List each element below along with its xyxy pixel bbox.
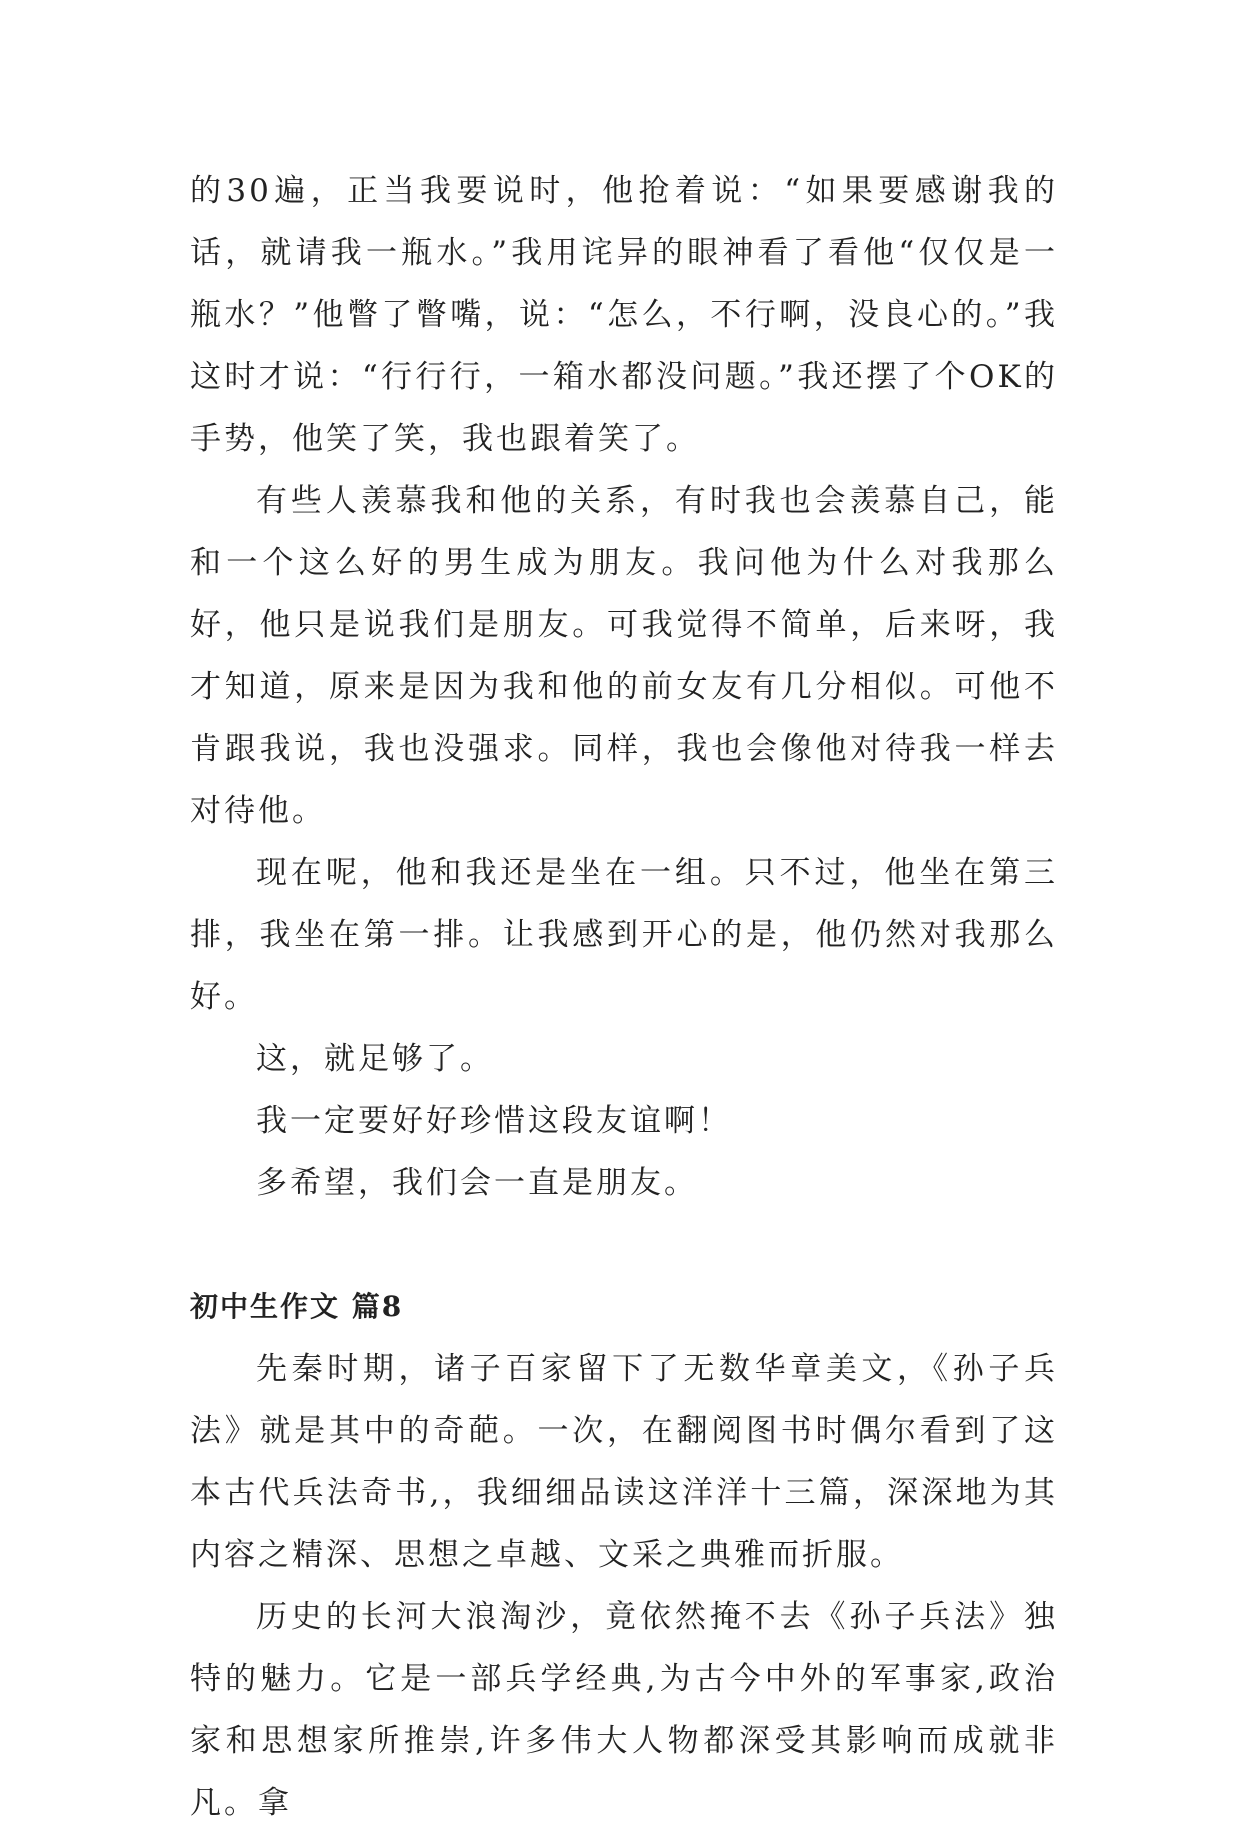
paragraph-hope: 多希望，我们会一直是朋友。	[256, 1165, 698, 1201]
paragraph-friendship-reason: 有些人羡慕我和他的关系，有时我也会羡慕自己，能和一个这么好的男生成为朋友。我问他为什么对我那么好，他只是说我们是朋友。可我觉得不简单，后来呀，我才知道，原来是因为我和他的前女友有几分相似。可他不肯跟我说，我也没强求。同样，我也会像他对待我一样去对待他。	[190, 483, 1058, 829]
section-heading: 初中生作文 篇8	[190, 1290, 404, 1323]
document-body	[190, 160, 1058, 1834]
paragraph-sunzi-history: 历史的长河大浪淘沙，竟依然掩不去《孙子兵法》独特的魅力。它是一部兵学经典,为古今中外的军事家,政治家和思想家所推崇,许多伟大人物都深受其影响而成就非凡。拿	[190, 1599, 1058, 1821]
paragraph-enough: 这，就足够了。	[256, 1041, 494, 1077]
paragraph-continuation: 的30遍，正当我要说时，他抢着说：“如果要感谢我的话，就请我一瓶水。”我用诧异的眼神看了看他“仅仅是一瓶水？”他瞥了瞥嘴，说：“怎么，不行啊，没良心的。”我这时才说：“行行行，一箱水都没问题。”我还摆了个OK的手势，他笑了笑，我也跟着笑了。	[190, 173, 1058, 457]
paragraph-cherish: 我一定要好好珍惜这段友谊啊！	[256, 1103, 732, 1139]
paragraph-sunzi-intro: 先秦时期，诸子百家留下了无数华章美文，《孙子兵法》就是其中的奇葩。一次，在翻阅图书时偶尔看到了这本古代兵法奇书,，我细细品读这洋洋十三篇，深深地为其内容之精深、思想之卓越、文采之典雅而折服。	[190, 1351, 1058, 1573]
paragraph-seating: 现在呢，他和我还是坐在一组。只不过，他坐在第三排，我坐在第一排。让我感到开心的是，他仍然对我那么好。	[190, 855, 1058, 1015]
